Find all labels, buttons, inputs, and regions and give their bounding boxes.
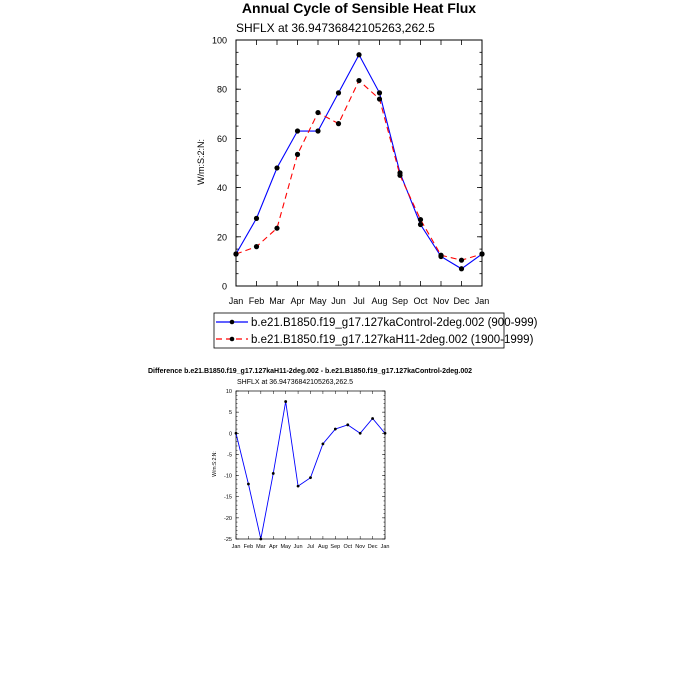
data-point xyxy=(315,110,320,115)
y-tick-label: 60 xyxy=(216,133,227,144)
data-point xyxy=(377,90,382,95)
series-layer xyxy=(236,55,482,269)
x-tick-label: Jun xyxy=(331,296,346,306)
x-tick-label: Oct xyxy=(413,296,428,306)
plot-frame xyxy=(236,40,482,286)
y-tick-label: 80 xyxy=(216,84,227,95)
y-tick-label: -15 xyxy=(224,494,232,501)
data-point xyxy=(371,417,374,420)
x-tick-label: Mar xyxy=(269,296,285,306)
y-tick-label: -20 xyxy=(224,515,232,522)
y-axis-label: W/m:S:2:N: xyxy=(196,138,206,186)
x-tick-label: Jan xyxy=(380,544,390,550)
x-tick-label: Jul xyxy=(353,296,365,306)
data-point xyxy=(247,483,250,486)
difference-subtitle: SHFLX at 36.94736842105263,262.5 xyxy=(237,379,353,386)
plot-border xyxy=(236,40,482,286)
x-tick-label: Feb xyxy=(243,544,254,550)
y-tick-label: 40 xyxy=(216,183,227,194)
x-tick-label: Aug xyxy=(318,544,328,550)
difference-chart xyxy=(148,368,472,550)
data-point xyxy=(336,90,341,95)
difference-y-axis-label: W/m:S:2:N: xyxy=(212,451,218,477)
data-point xyxy=(418,217,423,222)
y-tick-label: 0 xyxy=(221,281,227,292)
x-tick-label: Feb xyxy=(248,296,265,306)
data-point xyxy=(346,423,349,426)
x-tick-label: Nov xyxy=(355,544,366,550)
data-point xyxy=(272,472,275,475)
x-tick-label: Apr xyxy=(290,296,305,306)
x-tick-label: Aug xyxy=(371,296,388,306)
y-tick-label: 100 xyxy=(211,35,227,46)
legend-marker-control xyxy=(230,320,235,325)
tick-layer xyxy=(212,36,489,307)
x-tick-label: Jun xyxy=(293,544,303,550)
data-point xyxy=(459,258,464,263)
legend xyxy=(214,313,538,348)
chart-subtitle: SHFLX at 36.94736842105263,262.5 xyxy=(236,21,435,35)
data-point xyxy=(418,222,423,227)
difference-tick-layer xyxy=(224,389,389,550)
y-tick-label: 10 xyxy=(225,389,232,395)
data-point xyxy=(377,96,382,101)
y-tick-label: -5 xyxy=(227,452,232,459)
data-point xyxy=(356,78,361,83)
data-point xyxy=(438,253,443,258)
difference-series-layer xyxy=(236,402,385,539)
y-tick-label: -10 xyxy=(224,473,232,480)
x-tick-label: Jan xyxy=(474,296,490,306)
legend-marker-h11 xyxy=(230,337,235,342)
data-point xyxy=(284,400,287,403)
annual-cycle-chart xyxy=(196,0,538,348)
plot-border xyxy=(236,391,385,539)
data-point xyxy=(315,128,320,133)
data-point xyxy=(274,226,279,231)
x-tick-label: Dec xyxy=(367,544,378,550)
data-point xyxy=(254,244,259,249)
y-tick-label: -25 xyxy=(224,537,232,543)
data-point xyxy=(254,216,259,221)
legend-entry-control: b.e21.B1850.f19_g17.127kaControl-2deg.002 (900-999) xyxy=(251,317,538,329)
points-layer xyxy=(233,52,484,271)
data-point xyxy=(459,266,464,271)
series-line-1 xyxy=(236,81,482,261)
data-point xyxy=(356,52,361,57)
y-tick-label: 0 xyxy=(228,431,232,438)
data-point xyxy=(295,152,300,157)
x-tick-label: Nov xyxy=(432,296,450,306)
data-point xyxy=(297,485,300,488)
data-point xyxy=(479,251,484,256)
x-tick-label: Jul xyxy=(306,544,315,550)
x-tick-label: May xyxy=(280,544,291,550)
data-point xyxy=(334,428,337,431)
x-tick-label: Sep xyxy=(330,544,341,550)
x-tick-label: Jan xyxy=(228,296,244,306)
legend-entry-h11: b.e21.B1850.f19_g17.127kaH11-2deg.002 (1900-1999) xyxy=(251,334,534,346)
data-point xyxy=(359,432,362,435)
data-point xyxy=(397,173,402,178)
x-tick-label: Mar xyxy=(256,544,266,550)
data-point xyxy=(336,121,341,126)
y-tick-label: 20 xyxy=(216,232,227,243)
x-tick-label: Jan xyxy=(231,544,241,550)
x-tick-label: May xyxy=(309,296,327,306)
difference-plot-frame xyxy=(236,391,385,539)
data-point xyxy=(309,476,312,479)
x-tick-label: Oct xyxy=(343,544,353,550)
x-tick-label: Dec xyxy=(453,296,470,306)
data-point xyxy=(322,442,325,445)
y-tick-label: 5 xyxy=(228,410,232,417)
chart-title: Annual Cycle of Sensible Heat Flux xyxy=(241,0,477,16)
x-tick-label: Apr xyxy=(268,544,278,550)
series-line-0 xyxy=(236,55,482,269)
data-point xyxy=(295,128,300,133)
data-point xyxy=(233,251,238,256)
difference-title: Difference b.e21.B1850.f19_g17.127kaH11-2deg.002 - b.e21.B1850.f19_g17.127kaControl-2deg.002 xyxy=(147,368,473,375)
data-point xyxy=(274,165,279,170)
difference-points-layer xyxy=(235,400,387,540)
series-line-0 xyxy=(236,402,385,539)
x-tick-label: Sep xyxy=(391,296,409,306)
